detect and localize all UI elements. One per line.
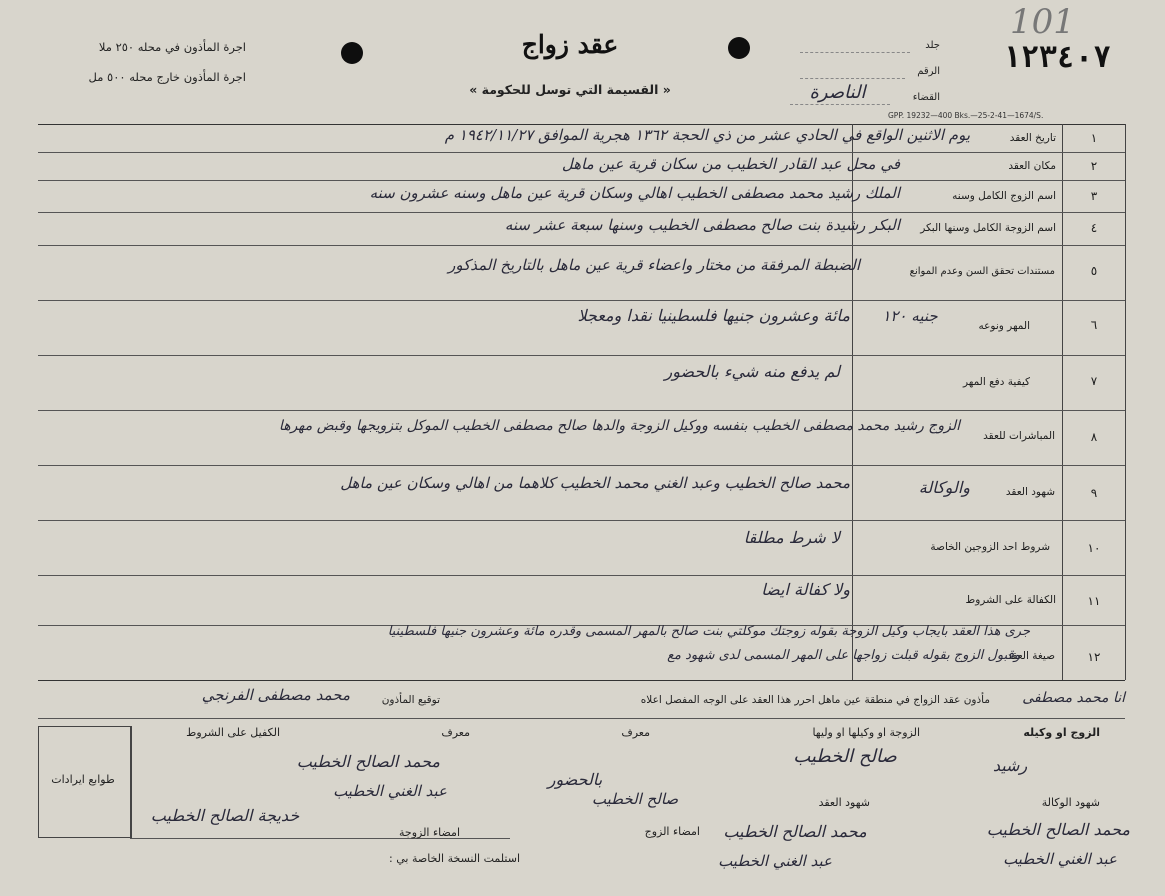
wife-signature-label: امضاء الزوجة bbox=[399, 826, 460, 839]
row-12-value-line1: جرى هذا العقد بايجاب وكيل الزوجة بقوله زوجتك موكلتي بنت صالح بالمهر المسمى وقدره مائة وعشرون جنيها فلسطينيا bbox=[387, 624, 1030, 639]
row-4-value: البكر رشيدة بنت صالح مصطفى الخطيب وسنها سبعة عشر سنه bbox=[504, 216, 900, 234]
judiciary-label: القضاء bbox=[912, 92, 940, 103]
row-2-number: ٢ bbox=[1090, 159, 1098, 173]
husband-label: الزوج او وكيله bbox=[1023, 726, 1100, 739]
row-6-value: مائة وعشرون جنيها فلسطينيا نقدا ومعجلا bbox=[577, 306, 850, 325]
row-11-label: الكفالة على الشروط bbox=[965, 594, 1056, 606]
row-1-label: تاريخ العقد bbox=[1009, 132, 1056, 144]
row-2-label: مكان العقد bbox=[1008, 160, 1056, 172]
row-1-value: يوم الاثنين الواقع في الحادي عشر من ذي الحجة ١٣٦٢ هجرية الموافق ١٩٤٢/١١/٢٧ م bbox=[444, 126, 970, 144]
row-12-label: صيغة العقد bbox=[1006, 650, 1055, 662]
row-12-value-line2: وقبول الزوج بقوله قبلت زواجها على المهر المسمى لدى شهود مع bbox=[667, 648, 1020, 663]
row-1-number: ١ bbox=[1090, 131, 1098, 145]
declaration-name: انا محمد مصطفى bbox=[1022, 690, 1125, 706]
signature-label: توقيع المأذون bbox=[381, 694, 440, 706]
row-3-value: الملك رشيد محمد مصطفى الخطيب اهالي وسكان قرية عين ماهل وسنه عشرون سنه bbox=[369, 184, 900, 202]
wife-label: الزوجة او وكيلها او وليها bbox=[812, 726, 920, 739]
guarantor-signature-1: محمد الصالح الخطيب bbox=[296, 752, 440, 771]
power-witness-signature-2: عبد الغني الخطيب bbox=[1003, 850, 1117, 868]
row-8-label: المباشرات للعقد bbox=[983, 430, 1055, 442]
power-witnesses-label: شهود الوكالة bbox=[1041, 796, 1100, 809]
row-4-label: اسم الزوجة الكامل وسنها البكر bbox=[920, 222, 1056, 234]
row-10-label: شروط احد الزوجين الخاصة bbox=[930, 541, 1050, 553]
received-copy-signature: خديجة الصالح الخطيب bbox=[150, 806, 300, 825]
row-12-number: ١٢ bbox=[1087, 650, 1101, 664]
punch-hole-right bbox=[728, 37, 750, 59]
row-8-number: ٨ bbox=[1090, 430, 1098, 444]
row-9-agency: والوكالة bbox=[918, 478, 970, 497]
row-9-value: محمد صالح الخطيب وعبد الغني محمد الخطيب كلاهما من اهالي وسكان عين ماهل bbox=[340, 474, 850, 492]
row-3-number: ٣ bbox=[1090, 189, 1098, 203]
husband-signature-label: امضاء الزوج bbox=[644, 825, 700, 838]
row-6-label: المهر ونوعه bbox=[978, 320, 1030, 332]
row-11-number: ١١ bbox=[1087, 594, 1101, 608]
row-8-value: الزوج رشيد محمد مصطفى الخطيب بنفسه ووكيل الزوجة والدها صالح مصطفى الخطيب الموكل بتزويجها وقبض مهرها bbox=[278, 418, 960, 434]
row-6-number: ٦ bbox=[1090, 318, 1098, 332]
row-4-number: ٤ bbox=[1090, 221, 1098, 235]
fee-inside-note: اجرة المأذون في محله ٢٥٠ ملا bbox=[98, 40, 246, 54]
volume-label: جلد bbox=[925, 40, 940, 51]
identifier-label-2: معرف bbox=[441, 726, 470, 739]
serial-number: ١٢٣٤٠٧ bbox=[1002, 40, 1112, 75]
row-5-value: الضبطة المرفقة من مختار واعضاء قرية عين ماهل بالتاريخ المذكور bbox=[448, 256, 860, 274]
row-7-number: ٧ bbox=[1090, 374, 1098, 388]
wife-agent-signature: صالح الخطيب bbox=[793, 746, 897, 767]
received-copy-label: استلمت النسخة الخاصة بي : bbox=[389, 852, 520, 865]
husband-signature: رشيد bbox=[992, 756, 1028, 775]
row-9-number: ٩ bbox=[1090, 486, 1098, 500]
print-code: GPP. 19232—400 Bks.—25-2-41—1674/S. bbox=[888, 111, 1044, 120]
power-witness-signature-1: محمد الصالح الخطيب bbox=[986, 820, 1130, 839]
identifier-signature-2: صالح الخطيب bbox=[591, 790, 679, 808]
identifier-signature-1: بالحضور bbox=[547, 770, 603, 789]
row-7-value: لم يدفع منه شيء بالحضور bbox=[664, 362, 840, 381]
stamps-label: طوابع ايرادات bbox=[51, 773, 115, 786]
declaration-text: مأذون عقد الزواج في منطقة عين ماهل احرر هذا العقد على الوجه المفصل اعلاه bbox=[640, 694, 990, 706]
contract-witness-signature-1: محمد الصالح الخطيب bbox=[723, 822, 867, 841]
corner-number: 101 bbox=[1010, 2, 1075, 42]
identifier-label-1: معرف bbox=[621, 726, 650, 739]
row-10-number: ١٠ bbox=[1087, 541, 1101, 555]
row-11-value: ولا كفالة ايضا bbox=[761, 580, 850, 599]
row-5-number: ٥ bbox=[1090, 264, 1098, 278]
row-2-value: في محل عبد القادر الخطيب من سكان قرية عين ماهل bbox=[561, 155, 900, 173]
row-10-value: لا شرط مطلقا bbox=[743, 528, 840, 547]
judiciary-value: الناصرة bbox=[809, 82, 866, 103]
row-3-label: اسم الزوج الكامل وسنه bbox=[952, 190, 1056, 202]
guarantor-label: الكفيل على الشروط bbox=[186, 726, 280, 739]
guarantor-signature-2: عبد الغني الخطيب bbox=[333, 782, 447, 800]
row-9-label: شهود العقد bbox=[1005, 486, 1055, 498]
officiant-signature: محمد مصطفى الفرنجي bbox=[201, 686, 350, 704]
contract-witnesses-label: شهود العقد bbox=[818, 796, 870, 809]
row-6-mahr-amount: جنيه ١٢٠ bbox=[882, 307, 938, 325]
punch-hole-left bbox=[341, 42, 363, 64]
document-subtitle: « القسيمة التي توسل للحكومة » bbox=[469, 82, 671, 97]
fee-outside-note: اجرة المأذون خارج محله ٥٠٠ مل bbox=[88, 70, 246, 84]
document-title: عقد زواج bbox=[521, 30, 619, 59]
contract-witness-signature-2: عبد الغني الخطيب bbox=[718, 852, 832, 870]
row-5-label: مستندات تحقق السن وعدم الموانع bbox=[909, 266, 1055, 277]
number-label: الرقم bbox=[917, 66, 940, 77]
row-7-label: كيفية دفع المهر bbox=[962, 376, 1030, 388]
